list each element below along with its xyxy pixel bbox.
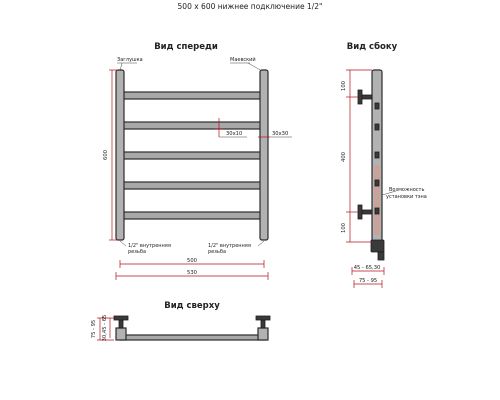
height-dim-value: 600 <box>103 150 109 160</box>
crossbar-3 <box>123 152 261 159</box>
side-crossbar-end-4 <box>375 180 379 186</box>
thread-right-label: 1/2" внутренняя резьба <box>208 243 251 255</box>
heater-zone <box>374 165 380 235</box>
vent-leader <box>248 63 262 71</box>
top-view-right-arm <box>261 320 265 328</box>
crossbar-1 <box>123 92 261 99</box>
top-mount-arm <box>362 95 372 99</box>
front-view <box>103 42 292 280</box>
heater-note-line2: установки тэна <box>386 194 427 200</box>
top-view-left-upright <box>116 328 126 340</box>
crossbar-4 <box>123 182 261 189</box>
top-mount-flange <box>358 90 362 104</box>
top-view-bar <box>120 335 266 340</box>
upright-dim-value: 30x30 <box>272 131 289 137</box>
depth-dim-value: 75 - 95 <box>358 278 378 284</box>
crossbar-5 <box>123 212 261 219</box>
bottom-connection-pipe <box>378 252 384 260</box>
top-depth-dim-value: 75 - 95 <box>91 319 97 339</box>
thread-left-leader <box>120 241 126 246</box>
top-offset-dim-value: 30,45 - 65 <box>102 314 108 342</box>
side-crossbar-end-2 <box>375 124 379 130</box>
right-upright <box>260 70 268 240</box>
wall-offset-dim-value: 45 - 65,30 <box>353 265 381 271</box>
side-dim-bottom-value: 100 <box>341 223 347 233</box>
bottom-mount-arm <box>362 210 372 214</box>
top-view-heading: Вид сверху <box>164 301 220 311</box>
top-view-left-arm <box>119 320 123 328</box>
side-crossbar-end-5 <box>375 208 379 214</box>
side-view-heading: Вид сбоку <box>346 42 398 52</box>
top-view-left-flange <box>114 316 128 320</box>
side-dim-top-value: 100 <box>341 81 347 91</box>
thread-left-label: 1/2" внутренняя резьба <box>128 243 171 255</box>
left-upright <box>116 70 124 240</box>
crossbar-2 <box>123 122 261 129</box>
side-dim-middle-value: 400 <box>341 152 347 162</box>
top-view-right-flange <box>256 316 270 320</box>
overall-width-dim-value: 530 <box>187 270 197 276</box>
front-view-heading: Вид спереди <box>154 42 218 52</box>
thread-right-leader <box>258 241 264 246</box>
side-crossbar-end-1 <box>375 103 379 109</box>
top-view-right-upright <box>258 328 268 340</box>
side-view <box>341 41 427 288</box>
bottom-connection-fitting <box>371 240 384 252</box>
heater-note-line1: Возможность <box>389 187 425 193</box>
side-crossbar-end-3 <box>375 152 379 158</box>
crossbars <box>123 92 261 219</box>
drawing-title: 500 x 600 нижнее подключение 1/2" <box>177 2 323 11</box>
top-view <box>91 301 270 341</box>
crossbar-dim-value: 30x10 <box>226 131 243 137</box>
vent-label: Маевский <box>230 57 256 63</box>
plug-label: Заглушка <box>117 57 143 63</box>
bottom-mount-flange <box>358 205 362 219</box>
center-width-dim-value: 500 <box>187 258 197 264</box>
